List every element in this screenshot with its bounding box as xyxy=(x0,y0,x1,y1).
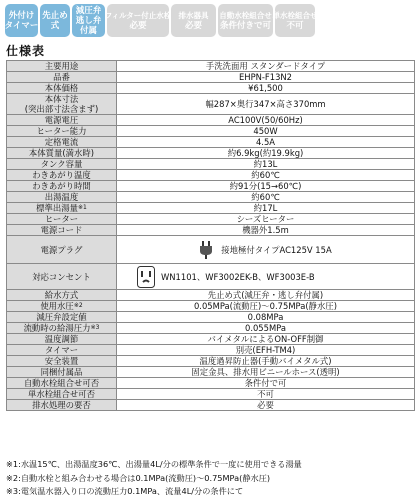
spec-row xyxy=(7,264,415,290)
spec-row xyxy=(7,345,415,356)
spec-row xyxy=(7,115,415,126)
spec-value: 約6.9kg(約19.9kg) xyxy=(117,148,415,159)
grounded-outlet-icon xyxy=(137,266,155,288)
spec-row xyxy=(7,290,415,301)
spec-key: 電源プラグ xyxy=(7,236,117,264)
spec-key: ヒーター能力 xyxy=(7,126,117,137)
section-title: 仕様表 xyxy=(6,44,46,58)
spec-value: バイメタルによるON-OFF制御 xyxy=(117,334,415,345)
spec-value: 手洗洗面用 スタンダードタイプ xyxy=(117,61,415,72)
badge-line: タイマー xyxy=(4,20,39,31)
spec-value: EHPN-F13N2 xyxy=(117,72,415,83)
spec-value: 不可 xyxy=(117,389,415,400)
spec-value: 約60℃ xyxy=(117,170,415,181)
spec-value: 4.5A xyxy=(117,137,415,148)
spec-key: 対応コンセント xyxy=(7,264,117,290)
spec-key: 品番 xyxy=(7,72,117,83)
spec-row xyxy=(7,225,415,236)
badge-line: 逃し弁 xyxy=(75,15,102,26)
spec-key: 使用水圧$^{※2}$ xyxy=(7,301,117,312)
badge-line: 単水栓組合せ xyxy=(272,10,318,20)
spec-row xyxy=(7,94,415,115)
footnote: ※2:自動水栓と組み合わせる場合は0.1MPa(流動圧)〜0.75MPa(静水圧) xyxy=(6,472,271,483)
spec-key: 流動時の給湯圧力$^{※3}$ xyxy=(7,323,117,334)
spec-key: 同梱付属品 xyxy=(7,367,117,378)
spec-key: 主要用途 xyxy=(7,61,117,72)
spec-key: わきあがり時間 xyxy=(7,181,117,192)
spec-row xyxy=(7,378,415,389)
badge-line: 減圧弁 xyxy=(75,5,102,16)
spec-key: 単水栓組合せ可否 xyxy=(7,389,117,400)
spec-value: 0.08MPa xyxy=(117,312,415,323)
spec-value: シーズヒーター xyxy=(117,214,415,225)
badge-drain-fixture xyxy=(171,4,216,37)
badge-line: フィルター付止水栓 xyxy=(104,10,172,20)
spec-row xyxy=(7,334,415,345)
spec-row xyxy=(7,61,415,72)
spec-value-text: 接地極付タイプAC125V 15A xyxy=(221,244,332,255)
badge-valves-included xyxy=(72,4,105,37)
spec-key: 自動水栓組合せ可否 xyxy=(7,378,117,389)
spec-key: タンク容量 xyxy=(7,159,117,170)
spec-row xyxy=(7,83,415,94)
spec-key: 電源電圧 xyxy=(7,115,117,126)
spec-row xyxy=(7,312,415,323)
spec-key: 電源コード xyxy=(7,225,117,236)
spec-row xyxy=(7,356,415,367)
spec-value: 別売(EFH-TM4) xyxy=(117,345,415,356)
spec-row xyxy=(7,126,415,137)
spec-value xyxy=(117,264,415,290)
spec-value: 約17L xyxy=(117,203,415,214)
spec-key: 本体価格 xyxy=(7,83,117,94)
spec-row xyxy=(7,367,415,378)
spec-key: ヒーター xyxy=(7,214,117,225)
spec-value: 約60℃ xyxy=(117,192,415,203)
spec-value-text: WN1101、WF3002EK-B、WF3003E-B xyxy=(161,271,315,282)
spec-row xyxy=(7,236,415,264)
badge-line: 条件付きで可 xyxy=(219,20,271,31)
spec-key: わきあがり温度 xyxy=(7,170,117,181)
badge-line: 必要 xyxy=(184,20,202,31)
badge-filter-stopcock xyxy=(104,4,172,37)
badge-single-faucet xyxy=(272,4,318,37)
badge-front-stop xyxy=(40,4,70,37)
spec-row xyxy=(7,181,415,192)
spec-value: ¥61,500 xyxy=(117,83,415,94)
feature-badges xyxy=(4,4,318,37)
spec-value: 必要 xyxy=(117,400,415,411)
badge-line: 外付け xyxy=(8,10,35,21)
power-plug-icon xyxy=(199,241,213,259)
plug-value-wrap xyxy=(119,241,412,259)
spec-value: 先止め式(減圧弁・逃し弁付属) xyxy=(117,290,415,301)
spec-row xyxy=(7,137,415,148)
badge-line: 先止め xyxy=(42,10,68,21)
spec-value: AC100V(50/60Hz) xyxy=(117,115,415,126)
spec-row xyxy=(7,192,415,203)
spec-value: 450W xyxy=(117,126,415,137)
spec-value: 条件付で可 xyxy=(117,378,415,389)
spec-row xyxy=(7,389,415,400)
outlet-value-wrap xyxy=(119,266,412,288)
spec-key: 本体質量(満水時) xyxy=(7,148,117,159)
badge-external-timer xyxy=(5,4,38,37)
spec-row xyxy=(7,323,415,334)
spec-row xyxy=(7,159,415,170)
spec-key: 出湯温度 xyxy=(7,192,117,203)
footnote: ※3:電気温水器入り口の流動圧力0.1MPa、流量4L/分の条件にて xyxy=(6,486,244,496)
spec-row xyxy=(7,148,415,159)
spec-row xyxy=(7,214,415,225)
spec-row xyxy=(7,170,415,181)
spec-value: 機器外1.5m xyxy=(117,225,415,236)
spec-value xyxy=(117,236,415,264)
spec-value: 幅287×奥行347×高さ370mm xyxy=(117,94,415,115)
spec-key: 標準出湯量$^{※1}$ xyxy=(7,203,117,214)
badge-line: 必要 xyxy=(129,20,147,31)
badge-auto-faucet xyxy=(218,4,273,37)
spec-key: 安全装置 xyxy=(7,356,117,367)
spec-row xyxy=(7,400,415,411)
badge-line: 排水器具 xyxy=(178,10,209,20)
spec-value: 0.055MPa xyxy=(117,323,415,334)
badge-line: 自動水栓組合せ xyxy=(219,10,272,20)
spec-key: 給水方式 xyxy=(7,290,117,301)
spec-key: 減圧弁設定値 xyxy=(7,312,117,323)
spec-value: 0.05MPa(流動圧)〜0.75MPa(静水圧) xyxy=(117,301,415,312)
spec-value: 約13L xyxy=(117,159,415,170)
spec-row xyxy=(7,301,415,312)
spec-value: 固定金具、排水用ビニールホース(透明) xyxy=(117,367,415,378)
badge-line: 不可 xyxy=(286,20,304,31)
spec-key: 排水処理の要否 xyxy=(7,400,117,411)
spec-key: タイマー xyxy=(7,345,117,356)
spec-value: 温度過昇防止器(手動バイメタル式) xyxy=(117,356,415,367)
spec-key: 温度調節 xyxy=(7,334,117,345)
footnote: ※1:水温15℃、出湯温度36℃、出湯量4L/分の標準条件で一度に使用できる湯量 xyxy=(6,459,302,469)
spec-key: 定格電流 xyxy=(7,137,117,148)
spec-value: 約91分(15→60℃) xyxy=(117,181,415,192)
spec-row xyxy=(7,203,415,214)
spec-table xyxy=(6,60,415,411)
footnotes xyxy=(6,458,416,499)
badge-line: 付属 xyxy=(79,25,97,36)
badge-line: 式 xyxy=(50,20,60,31)
spec-row xyxy=(7,72,415,83)
spec-key: 本体寸法 (突出部寸法含まず) xyxy=(7,94,117,115)
